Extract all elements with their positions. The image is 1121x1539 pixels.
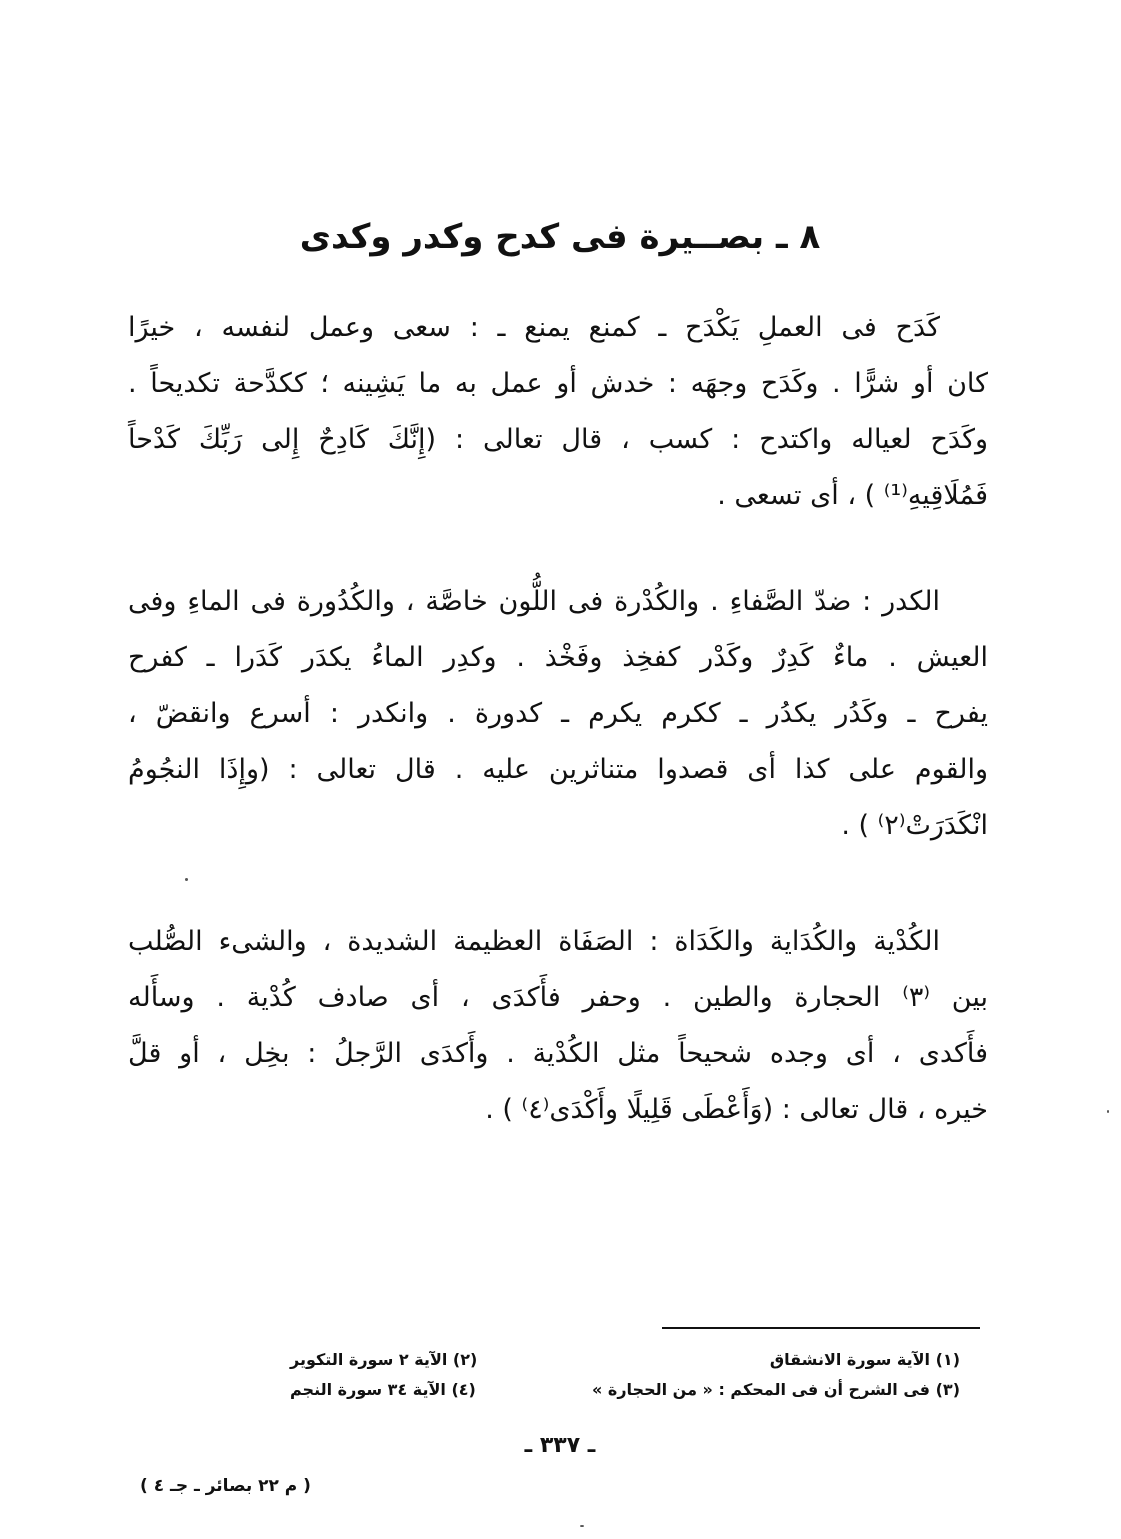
paragraph-line: الكُدْية والكُدَاية والكَدَاة : الصَفَاة العظيمة الشديدة ، والشىء الصُّلب (128, 926, 940, 957)
paragraph-line: يفرح ـ وكَدُر يكدُر ـ ككرم يكرم ـ كدورة . وانكدر : أسرع وانقضّ ، (128, 698, 988, 729)
paragraph-kadar (128, 574, 988, 854)
footnote-row (290, 1345, 960, 1375)
paragraph-line: خيره ، قال تعالى : (وَأَعْطَى قَلِيلًا وأَكْدَى⁽٤⁾ ) . (485, 1094, 988, 1125)
footnote-text: الآية ٢ سورة التكوير (290, 1350, 448, 1369)
footnote-1 (770, 1345, 960, 1375)
paragraph-line: العيش . ماءٌ كَدِرٌ وكَدْر كفخِذ وفَخْذ . وكدِر الماءُ يكدَر كَدَرا ـ كفرح (128, 642, 988, 673)
paragraph-line: وكَدَح لعياله واكتدح : كسب ، قال تعالى : (إِنَّكَ كَادِحٌ إِلى رَبِّكَ كَدْحاً (128, 424, 988, 455)
footnote-marker: (٤) (451, 1380, 476, 1399)
paragraph-line: كان أو شرًّا . وكَدَح وجهَه : خدش أو عمل به ما يَشِينه ؛ ككدَّحة تكديحاً . (128, 368, 988, 399)
scan-speck (185, 878, 188, 881)
paragraph-line: فأَكدى ، أى وجده شحيحاً مثل الكُدْية . وأَكدَى الرَّجلُ : بخِل ، أو قلَّ (128, 1038, 988, 1069)
footnote-marker: (٣) (935, 1380, 960, 1399)
footnote-text: فى الشرح أن فى المحكم : « من الحجارة » (591, 1380, 931, 1399)
footnote-row (290, 1375, 960, 1405)
paragraph-line: انْكَدَرَتْ⁽٢⁾ ) . (841, 810, 988, 841)
signature-mark: ( م ٢٢ بصائر ـ جـ ٤ ) (140, 1476, 311, 1496)
footnotes (290, 1345, 960, 1405)
paragraph-line: كَدَح فى العملِ يَكْدَح ـ كمنع يمنع ـ : سعى وعمل لنفسه ، خيرًا (128, 312, 940, 343)
scan-speck (1107, 1110, 1109, 1113)
paragraph-line: والقوم على كذا أى قصدوا متناثرين عليه . قال تعالى : (وإِذَا النجُومُ (128, 754, 988, 785)
paragraph-kada (128, 914, 988, 1138)
footnote-divider (662, 1327, 980, 1329)
footnote-marker: (١) (935, 1350, 960, 1369)
section-heading: ٨ ـ بصــيرة فى كدح وكدر وكدى (299, 217, 821, 257)
page-number: ـ ٣٣٧ ـ (524, 1433, 596, 1458)
footnote-2 (290, 1345, 477, 1375)
footnote-text: الآية سورة الانشقاق (769, 1350, 931, 1369)
paragraph-line: الكدر : ضدّ الصَّفاءِ . والكُدْرة فى اللُّون خاصَّة ، والكُدُورة فى الماءِ وفى (128, 586, 940, 617)
footnote-marker: (٢) (452, 1350, 478, 1369)
footnote-3 (592, 1375, 960, 1405)
paragraph-kadah (128, 300, 988, 524)
footnote-4 (290, 1375, 476, 1405)
scan-speck (580, 1525, 584, 1527)
paragraph-line: فَمُلَاقِيهِ⁽¹⁾ ) ، أى تسعى . (717, 480, 988, 511)
footnote-text: الآية ٣٤ سورة النجم (290, 1380, 446, 1399)
paragraph-line: بين ⁽٣⁾ الحجارة والطين . وحفر فأَكدَى ، أى صادف كُدْية . وسأَله (128, 982, 988, 1013)
